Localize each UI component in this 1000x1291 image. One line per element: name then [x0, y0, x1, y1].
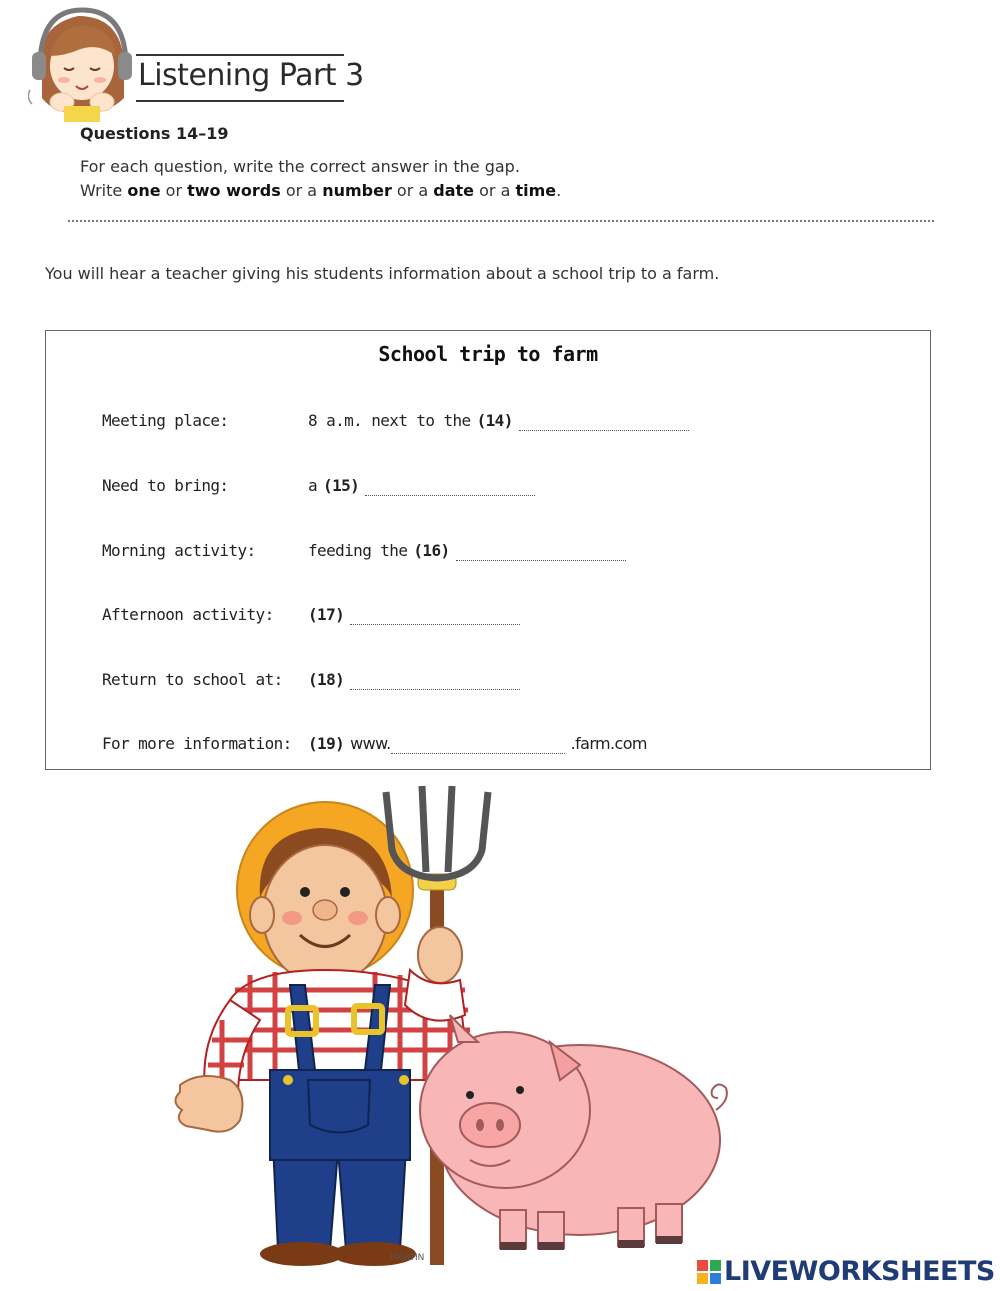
brand-logo: [697, 1256, 995, 1287]
row-label-meeting-place: Meeting place:: [102, 411, 229, 430]
answer-prefix: feeding the: [308, 541, 408, 560]
question-number-19: (19): [308, 734, 345, 753]
question-number-15: (15): [323, 476, 360, 495]
form-title: School trip to farm: [378, 342, 598, 366]
row-label-return-to-school: Return to school at:: [102, 670, 283, 689]
answer-input-19[interactable]: [391, 737, 565, 754]
row-label-more-information: For more information:: [102, 734, 292, 753]
row-answer-15: [308, 476, 535, 496]
row-answer-16: [308, 541, 626, 561]
liveworksheets-logo-icon: [697, 1260, 721, 1284]
answer-prefix: a: [308, 476, 318, 495]
row-label-morning-activity: Morning activity:: [102, 541, 256, 560]
row-answer-17: [308, 605, 520, 625]
answer-input-17[interactable]: [350, 608, 520, 625]
question-number-14: (14): [476, 411, 513, 430]
url-prefix: www.: [350, 734, 391, 753]
question-number-16: (16): [413, 541, 450, 560]
question-number-18: (18): [308, 670, 345, 689]
question-number-17: (17): [308, 605, 345, 624]
header-rule-bottom: [136, 100, 344, 102]
answer-input-15[interactable]: [365, 479, 535, 496]
answer-prefix: 8 a.m. next to the: [308, 411, 471, 430]
instruction-line-2: Write one or two words or a number or a date or a time.: [80, 181, 562, 200]
row-label-need-to-bring: Need to bring:: [102, 476, 229, 495]
answer-input-18[interactable]: [350, 673, 520, 690]
header-rule-top: [136, 54, 344, 56]
row-label-afternoon-activity: Afternoon activity:: [102, 605, 274, 624]
answer-input-14[interactable]: [519, 414, 689, 431]
row-answer-18: [308, 670, 520, 690]
illustration-signature: MARTIN: [390, 1253, 425, 1263]
task-intro: You will hear a teacher giving his students information about a school trip to a farm.: [45, 264, 720, 283]
brand-name: LIVEWORKSHEETS: [724, 1256, 995, 1287]
page-title: Listening Part 3: [138, 58, 364, 93]
row-answer-19: [308, 734, 647, 754]
instruction-line-1: For each question, write the correct answer in the gap.: [80, 157, 520, 176]
row-answer-14: [308, 411, 689, 431]
url-suffix: .farm.com: [570, 734, 647, 753]
questions-range-label: Questions 14–19: [80, 124, 229, 143]
answer-input-16[interactable]: [456, 544, 626, 561]
pig-icon: [420, 1015, 727, 1250]
listening-girl-headphones-icon: [28, 6, 136, 124]
farmer-and-pig-illustration: [160, 780, 740, 1270]
dotted-divider: [68, 220, 934, 222]
